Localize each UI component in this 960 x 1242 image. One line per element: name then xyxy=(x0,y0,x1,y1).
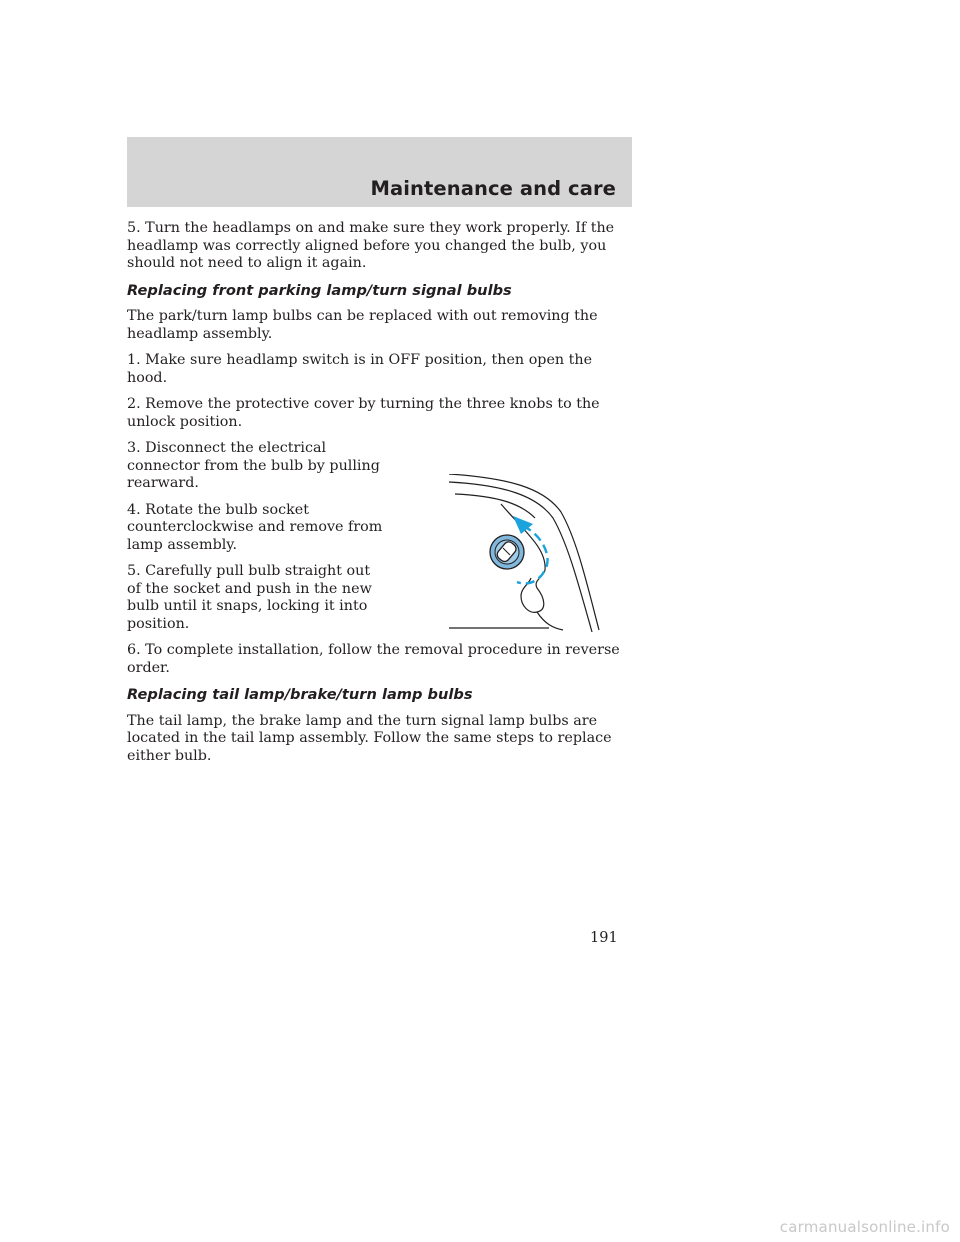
step-2: 2. Remove the protective cover by turning the three knobs to the unlock position. xyxy=(127,396,600,430)
bulb-socket-illustration xyxy=(449,474,609,640)
watermark-text: carmanualsonline.info xyxy=(779,1218,950,1236)
step-1: 1. Make sure headlamp switch is in OFF position, then open the hood. xyxy=(127,352,593,386)
section-title: Maintenance and care xyxy=(370,177,616,200)
heading-front-parking-lamp: Replacing front parking lamp/turn signal bulbs xyxy=(127,281,512,299)
step-4: 4. Rotate the bulb socket counterclockwise and remove from lamp assembly. xyxy=(127,501,383,553)
steps-column xyxy=(127,440,387,633)
heading-tail-lamp: Replacing tail lamp/brake/turn lamp bulbs xyxy=(127,686,473,703)
paragraph-front-intro: The park/turn lamp bulbs can be replaced with out removing the headlamp assembly. xyxy=(127,308,598,342)
section-header-band xyxy=(127,137,632,207)
page-number: 191 xyxy=(590,930,618,946)
step-3: 3. Disconnect the electrical connector from the bulb by pulling rearward. xyxy=(127,440,380,491)
paragraph-tail-lamp: The tail lamp, the brake lamp and the turn signal lamp bulbs are located in the tail lamp assembly. Follow the same steps to replace either bulb. xyxy=(127,712,612,764)
paragraph-headlamp-check: 5. Turn the headlamps on and make sure they work properly. If the headlamp was correctly aligned before you changed the bulb, you should not need to align it again. xyxy=(127,220,615,271)
page-content xyxy=(127,220,632,774)
step-6: 6. To complete installation, follow the removal procedure in reverse order. xyxy=(127,642,620,676)
steps-with-figure xyxy=(127,440,632,633)
step-5: 5. Carefully pull bulb straight out of the socket and push in the new bulb until it snaps, locking it into position. xyxy=(127,563,372,632)
